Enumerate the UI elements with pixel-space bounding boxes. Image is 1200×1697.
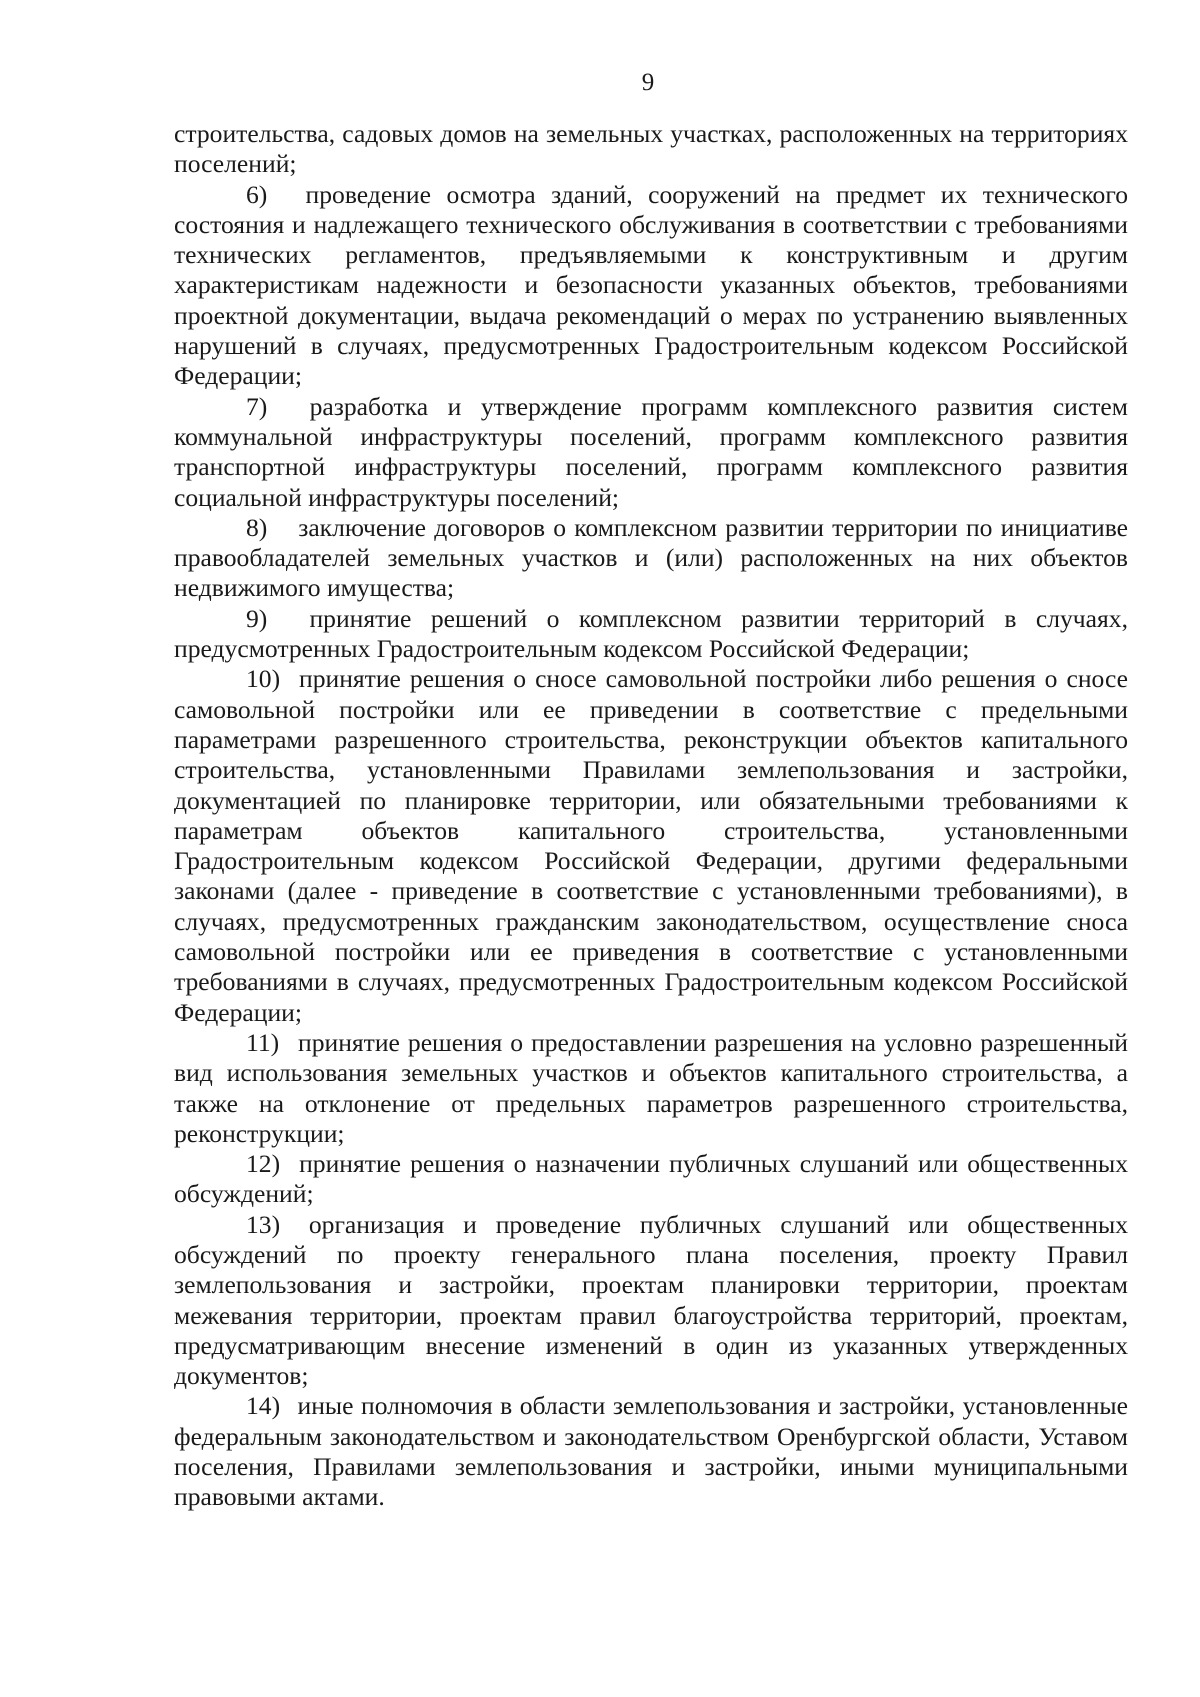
list-item-7 [174,392,1128,513]
paragraph-text: строительства, садовых домов на земельных участках, расположенных на территориях поселений; [174,119,1128,179]
page-number: 9 [641,69,655,96]
paragraph-text: организация и проведение публичных слушаний или общественных обсуждений по проекту генерального плана поселения, проекту Правил землепользования и застройки, проектам планировки территории, проектам межевания территории, проектам правил благоустройства территорий, проектам, предусматривающим внесение изменений в один из указанных утвержденных документов; [174,1209,1128,1391]
paragraph-continuation [174,119,1128,180]
list-item-number: 11) [246,1027,280,1057]
paragraph-text: иные полномочия в области землепользования и застройки, установленные федеральным законодательством и законодательством Оренбургской области, Уставом поселения, Правилами землепользования и застройки, иными муниципальными правовыми актами. [174,1391,1128,1512]
list-item-14 [174,1391,1128,1512]
list-item-number: 6) [246,179,268,209]
list-item-13 [174,1210,1128,1392]
list-item-11 [174,1028,1128,1149]
list-item-8 [174,513,1128,604]
paragraph-text: проведение осмотра зданий, сооружений на предмет их технического состояния и надлежащего технического обслуживания в соответствии с требованиями технических регламентов, предъявляемыми к конструктивным и другим характеристикам надежности и безопасности указанных объектов, требованиями проектной документации, выдача рекомендаций о мерах по устранению выявленных нарушений в случаях, предусмотренных Градостроительным кодексом Российской Федерации; [174,179,1128,391]
list-item-number: 10) [246,664,281,694]
document-body [174,119,1128,1513]
paragraph-text: заключение договоров о комплексном развитии территории по инициативе правообладателей земельных участков и (или) расположенных на них объектов недвижимого имущества; [174,512,1128,603]
list-item-6 [174,180,1128,392]
paragraph-text: принятие решения о сносе самовольной постройки либо решения о сносе самовольной постройки или ее приведении в соответствие с предельными параметрами разрешенного строительства, реконструкции объектов капитального строительства, установленными Правилами землепользования и застройки, документацией по планировке территории, или обязательными требованиями к параметрам объектов капитального строительства, установленными Градостроительным кодексом Российской Федерации, другими федеральными законами (далее - приведение в соответствие с установленными требованиями), в случаях, предусмотренных гражданским законодательством, осуществление сноса самовольной постройки или ее приведения в соответствие с установленными требованиями в случаях, предусмотренных Градостроительным кодексом Российской Федерации; [174,664,1128,1027]
paragraph-text: разработка и утверждение программ комплексного развития систем коммунальной инфраструктуры поселений, программ комплексного развития транспортной инфраструктуры поселений, программ комплексного развития социальной инфраструктуры поселений; [174,391,1128,512]
list-item-number: 7) [246,391,268,421]
paragraph-text: принятие решений о комплексном развитии территорий в случаях, предусмотренных Градостроительным кодексом Российской Федерации; [174,603,1128,664]
list-item-number: 13) [246,1209,281,1239]
list-item-9 [174,604,1128,665]
list-item-number: 9) [246,603,268,633]
list-item-number: 8) [246,512,268,542]
list-item-number: 12) [246,1149,281,1179]
paragraph-text: принятие решения о назначении публичных слушаний или общественных обсуждений; [174,1149,1128,1209]
paragraph-text: принятие решения о предоставлении разрешения на условно разрешенный вид использования земельных участков и объектов капитального строительства, а также на отклонение от предельных параметров разрешенного строительства, реконструкции; [174,1027,1128,1148]
list-item-number: 14) [246,1391,281,1421]
list-item-10 [174,664,1128,1028]
list-item-12 [174,1149,1128,1210]
